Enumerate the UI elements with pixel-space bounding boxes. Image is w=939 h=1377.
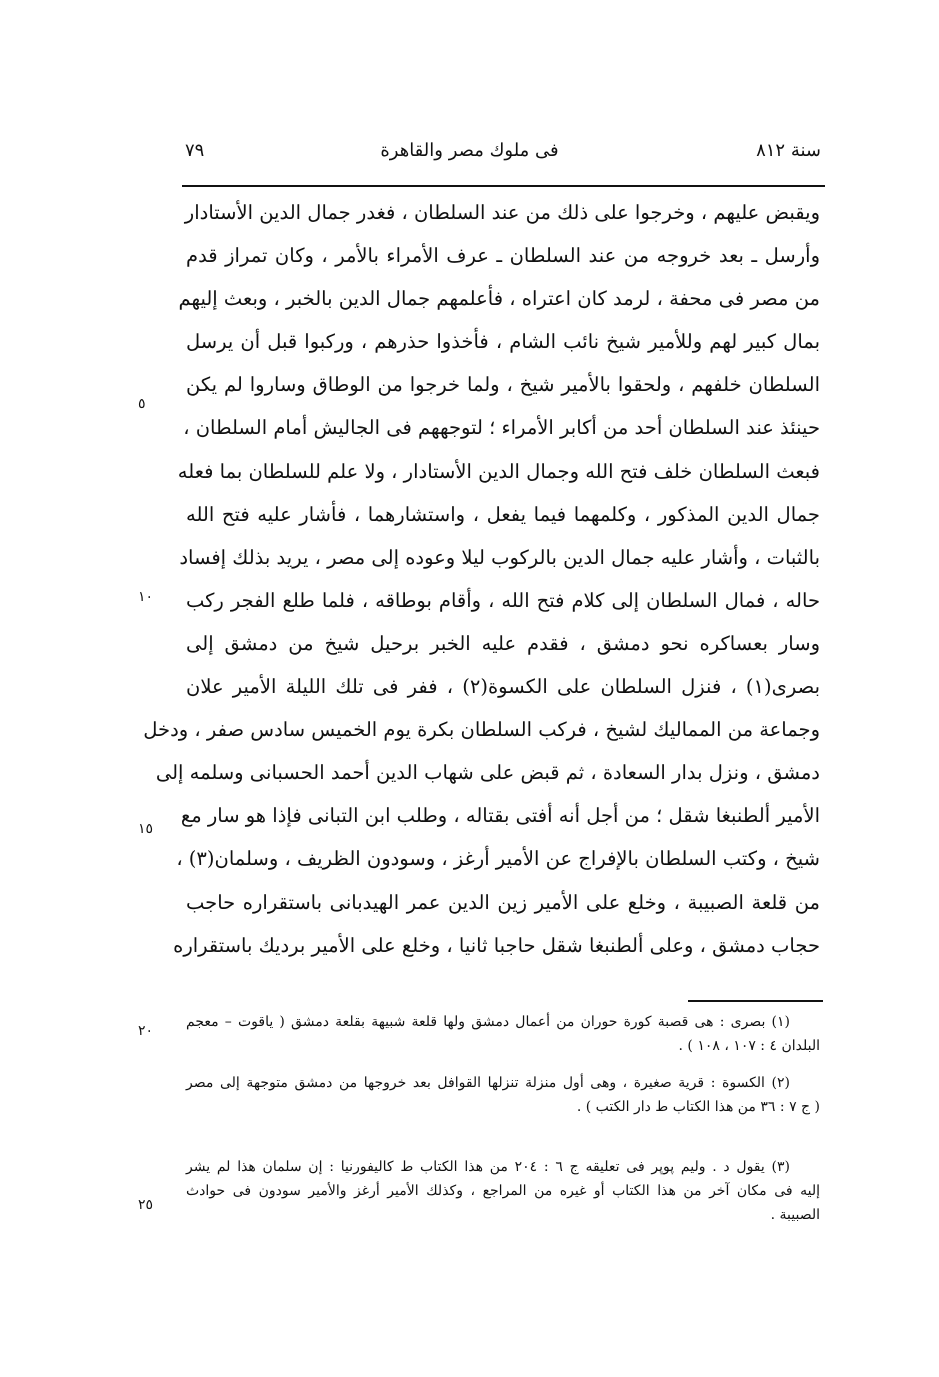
text-line: جمال الدين المذكور ، وكلمهما فيما يفعل ، واستشارهما ، فأشار عليه فتح الله xyxy=(186,502,820,526)
text-line: ويقبض عليهم ، وخرجوا على ذلك من عند السلطان ، فغدر جمال الدين الأستادار xyxy=(184,201,820,224)
footnote-3 xyxy=(186,1156,820,1228)
footnote-rule xyxy=(688,1000,823,1002)
footnote-line: الصبيبة . xyxy=(770,1207,820,1223)
text-line: بمال كبير لهم وللأمير شيخ نائب الشام ، فأخذوا حذرهم ، وركبوا قبل أن يرسل xyxy=(186,330,820,354)
text-line: حينئذ عند السلطان أحد من أكابر الأمراء ؛ لتوجههم فى الجاليش أمام السلطان ، xyxy=(183,416,820,440)
footnote-line: (١) بصرى : هى قصبة كورة حوران من أعمال دمشق ولها قلعة شبيهة بقلعة دمشق ( ياقوت – معجم xyxy=(186,1014,790,1030)
line-number-20: ٢٠ xyxy=(138,1023,154,1039)
text-line: من قلعة الصبيبة ، وخلع على الأمير زين الدين عمر الهيدبانى باستقراره حاجب xyxy=(186,890,820,914)
text-line: الأمير ألطنبغا شقل ؛ من أجل أنه أفتى بقتاله ، وطلب ابن التبانى فإذا هو سار مع xyxy=(180,804,820,828)
text-line: فبعث السلطان خلف فتح الله وجمال الدين الأستادار ، ولا علم للسلطان بما فعله xyxy=(177,459,820,483)
footnote-2 xyxy=(186,1072,820,1120)
footnote-line: ( ج ٧ : ٣٦ من هذا الكتاب ط دار الكتب ) . xyxy=(576,1099,820,1115)
text-line: وأرسل ـ بعد خروجه من عند السلطان ـ عرف الأمراء بالأمر ، وكان تمراز قدم xyxy=(186,244,820,268)
line-number-5: ٥ xyxy=(138,396,146,412)
text-line: السلطان خلفهم ، ولحقوا بالأمير شيخ ، ولما خرجوا من الوطاق وساروا لم يكن xyxy=(186,373,820,397)
text-line: بصرى(١) ، فنزل السلطان على الكسوة(٢) ، ففر فى تلك الليلة الأمير علان xyxy=(186,675,820,699)
text-line: حجاب دمشق ، وعلى ألطنبغا شقل حاجبا ثانيا ، وخلع على الأمير برديك باستقراره xyxy=(173,933,820,957)
text-line: وسار بعساكره نحو دمشق ، فقدم عليه الخبر برحيل شيخ من دمشق إلى xyxy=(186,631,820,655)
footnote-line: (٢) الكسوة : قرية صغيرة ، وهى أول منزلة تنزلها القوافل بعد خروجها من دمشق متوجهة إلى مصر xyxy=(186,1075,790,1091)
line-number-25: ٢٥ xyxy=(138,1197,154,1213)
line-number-15: ١٥ xyxy=(138,821,154,837)
footnote-line: (٣) يقول د . وليم پوپر فى تعليقه ج ٦ : ٢٠٤ من هذا الكتاب ط كاليفورنيا : إن سلمان هذا لم يشر xyxy=(186,1159,790,1175)
text-line: بالثبات ، وأشار عليه جمال الدين بالركوب ليلا وعوده إلى مصر ، يريد بذلك إفساد xyxy=(179,545,820,569)
line-number-10: ١٠ xyxy=(138,589,154,605)
page-number: ٧٩ xyxy=(185,140,205,161)
header-rule xyxy=(182,185,825,187)
text-line: من مصر فى محفة ، لرمد كان اعتراه ، فأعلمهم جمال الدين بالخبر ، وبعث إليهم xyxy=(178,287,820,311)
text-line: شيخ ، وكتب السلطان بالإفراج عن الأمير أرغز ، وسودون الظريف ، وسلمان(٣) ، xyxy=(176,847,820,871)
footnote-line: البلدان ٤ : ١٠٧ ، ١٠٨ ) . xyxy=(678,1038,820,1054)
footnote-1 xyxy=(186,1011,820,1059)
running-header-year: سنة ٨١٢ xyxy=(756,140,821,161)
text-line: دمشق ، ونزل بدار السعادة ، ثم قبض على شهاب الدين أحمد الحسبانى وسلمه إلى xyxy=(155,761,820,785)
text-line: وجماعة من المماليك لشيخ ، فركب السلطان بكرة يوم الخميس سادس صفر ، ودخل xyxy=(143,718,820,742)
text-line: حاله ، فمال السلطان إلى كلام فتح الله ، وأقام بوطاقه ، فلما طلع الفجر ركب xyxy=(186,588,820,612)
running-header-title: فى ملوك مصر والقاهرة xyxy=(380,140,559,161)
footnote-line: إليه فى مكان آخر من هذا الكتاب أو غيره من المراجع ، وكذلك الأمير أرغز والأمير سودون فى حوادث xyxy=(186,1183,820,1199)
